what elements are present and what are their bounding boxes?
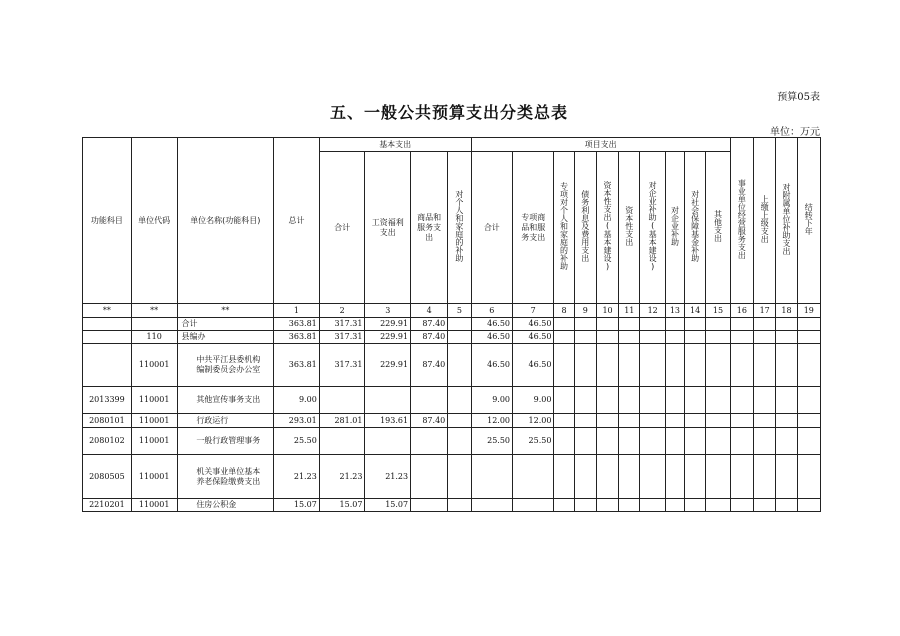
col-basic-subsidy: 对个人和家庭的补助 (448, 152, 471, 304)
col-remit-up: 上缴上级支出 (754, 138, 776, 304)
unit-label: 单位：万元 (770, 127, 820, 138)
col-proj-enterprise: 对企业补助 (665, 152, 684, 304)
col-proj-other: 其他支出 (706, 152, 730, 304)
col-proj-social-fund: 对社会保障基金补助 (685, 152, 706, 304)
group-project: 项目支出 (471, 138, 730, 152)
table-row: 110001 中共平江县委机构编制委员会办公室 363.81 317.31 229.91 87.40 46.50 46.50 (83, 344, 821, 387)
col-basic-salary: 工资福利支出 (365, 152, 411, 304)
col-carry-forward: 结转下年 (797, 138, 820, 304)
page-title: 五、一般公共预算支出分类总表 (330, 103, 569, 122)
col-proj-capital: 资本性支出 (619, 152, 640, 304)
col-total: 总计 (274, 138, 320, 304)
col-func-code: 功能科目 (83, 138, 132, 304)
table-row: 合计 363.81 317.31 229.91 87.40 46.50 46.50 (83, 318, 821, 331)
col-proj-capital-construction: 资本性支出(基本建设) (596, 152, 618, 304)
table-row: 2080102 110001 一般行政管理事务 25.50 25.50 25.50 (83, 428, 821, 455)
col-proj-goods: 专项商品和服务支出 (513, 152, 554, 304)
col-basic-goods: 商品和服务支出 (411, 152, 448, 304)
table-row: 110 县编办 363.81 317.31 229.91 87.40 46.50 46.50 (83, 331, 821, 344)
group-basic: 基本支出 (319, 138, 471, 152)
col-unit-code: 单位代码 (131, 138, 177, 304)
budget-table (82, 137, 821, 512)
index-row: ** ** ** 1 2 3 4 5 6 7 8 9 10 11 12 13 14 15 16 17 18 19 (83, 304, 821, 318)
col-proj-subtotal: 合计 (471, 152, 512, 304)
col-unit-name: 单位名称(功能科目) (177, 138, 274, 304)
table-row: 2210201 110001 住房公积金 15.07 15.07 15.07 (83, 499, 821, 512)
col-proj-debt: 债务利息及费用支出 (574, 152, 596, 304)
col-public-service: 事业单位经营服务支出 (730, 138, 753, 304)
col-proj-enterprise-construction: 对企业补助(基本建设) (640, 152, 665, 304)
table-row: 2013399 110001 其他宣传事务支出 9.00 9.00 9.00 (83, 387, 821, 414)
form-number: 预算05表 (777, 92, 820, 103)
col-proj-special-subsidy: 专项对个人和家庭的补助 (554, 152, 574, 304)
col-affiliate-subsidy: 对附属单位补助支出 (776, 138, 797, 304)
col-basic-subtotal: 合计 (319, 152, 365, 304)
table-row: 2080505 110001 机关事业单位基本养老保险缴费支出 21.23 21.23 21.23 (83, 455, 821, 499)
table-row: 2080101 110001 行政运行 293.01 281.01 193.61 87.40 12.00 12.00 (83, 414, 821, 428)
